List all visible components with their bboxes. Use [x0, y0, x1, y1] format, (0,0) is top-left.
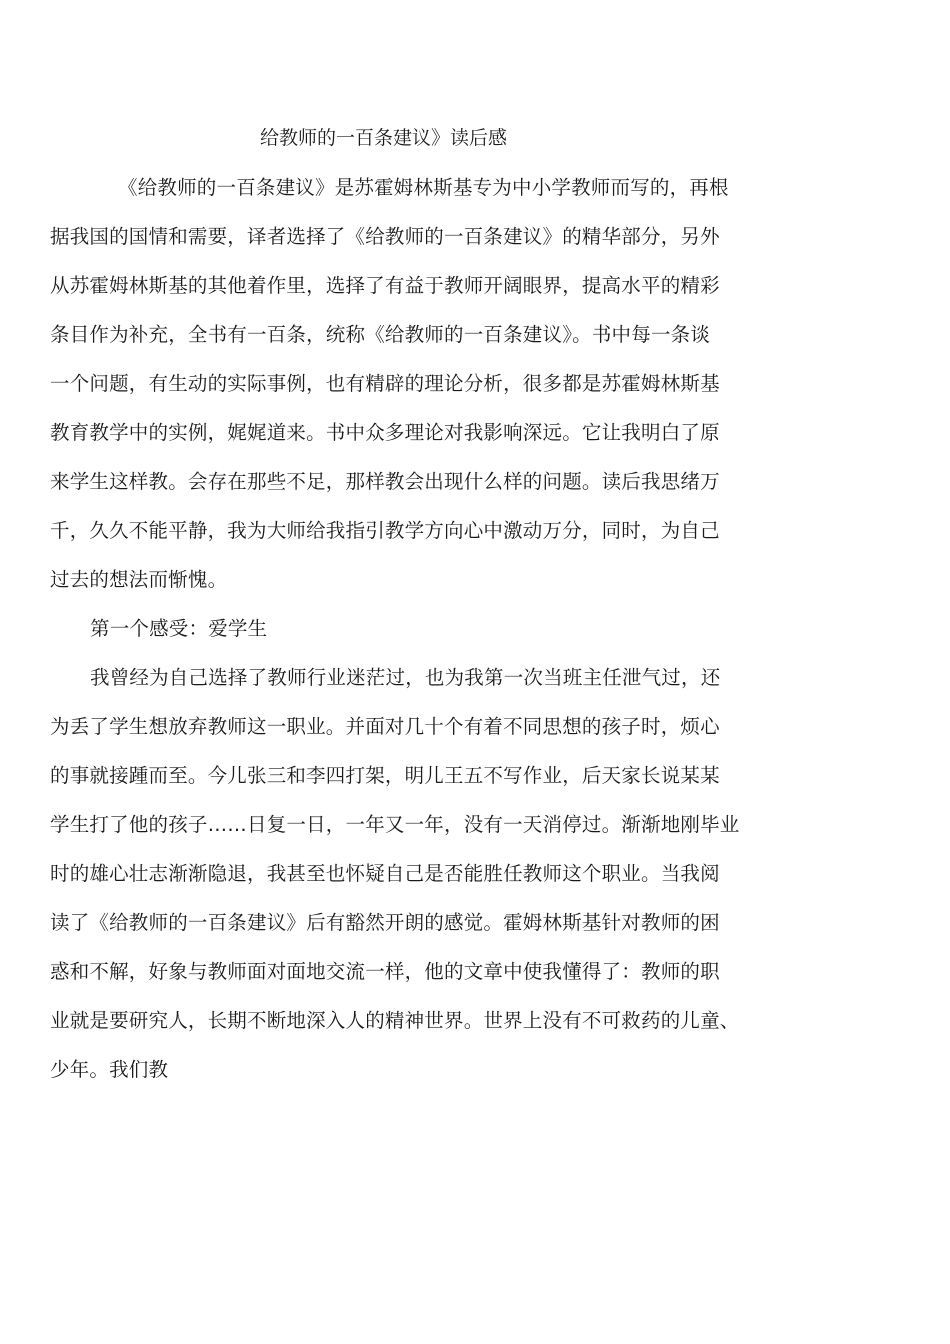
paragraph-line: 业就是要研究人，长期不断地深入人的精神世界。世界上没有不可救药的儿童、 — [50, 1009, 740, 1032]
paragraph-line: 从苏霍姆林斯基的其他着作里，选择了有益于教师开阔眼界，提高水平的精彩 — [50, 274, 720, 297]
paragraph-line: 一个问题，有生动的实际事例，也有精辟的理论分析，很多都是苏霍姆林斯基 — [50, 372, 720, 395]
paragraph-line: 惑和不解，好象与教师面对面地交流一样，他的文章中使我懂得了：教师的职 — [50, 960, 720, 983]
paragraph-line: 为丢了学生想放弃教师这一职业。并面对几十个有着不同思想的孩子时，烦心 — [50, 715, 720, 738]
paragraph-line: 时的雄心壮志渐渐隐退，我甚至也怀疑自己是否能胜任教师这个职业。当我阅 — [50, 862, 720, 885]
paragraph-line: 过去的想法而惭愧。 — [50, 568, 228, 591]
section-heading: 第一个感受：爱学生 — [90, 617, 268, 640]
paragraph-line: 《给教师的一百条建议》是苏霍姆林斯基专为中小学教师而写的，再根 — [118, 176, 729, 199]
paragraph-line: 据我国的国情和需要，译者选择了《给教师的一百条建议》的精华部分，另外 — [50, 225, 720, 248]
paragraph-line: 千，久久不能平静，我为大师给我指引教学方向心中激动万分，同时，为自己 — [50, 519, 720, 542]
paragraph-line: 少年。我们教 — [50, 1058, 169, 1081]
paragraph-line: 教育教学中的实例，娓娓道来。书中众多理论对我影响深远。它让我明白了原 — [50, 421, 720, 444]
paragraph-line: 我曾经为自己选择了教师行业迷茫过，也为我第一次当班主任泄气过，还 — [90, 666, 721, 689]
paragraph-line: 条目作为补充，全书有一百条，统称《给教师的一百条建议》。书中每一条谈 — [50, 323, 711, 346]
paragraph-line: 学生打了他的孩子……日复一日，一年又一年，没有一天消停过。渐渐地刚毕业 — [50, 813, 740, 836]
paragraph-line: 读了《给教师的一百条建议》后有豁然开朗的感觉。霍姆林斯基针对教师的困 — [50, 911, 720, 934]
paragraph-line: 来学生这样教。会存在那些不足，那样教会出现什么样的问题。读后我思绪万 — [50, 470, 720, 493]
paragraph-line: 的事就接踵而至。今儿张三和李四打架，明儿王五不写作业，后天家长说某某 — [50, 764, 720, 787]
document-title: 给教师的一百条建议》读后感 — [260, 127, 508, 149]
